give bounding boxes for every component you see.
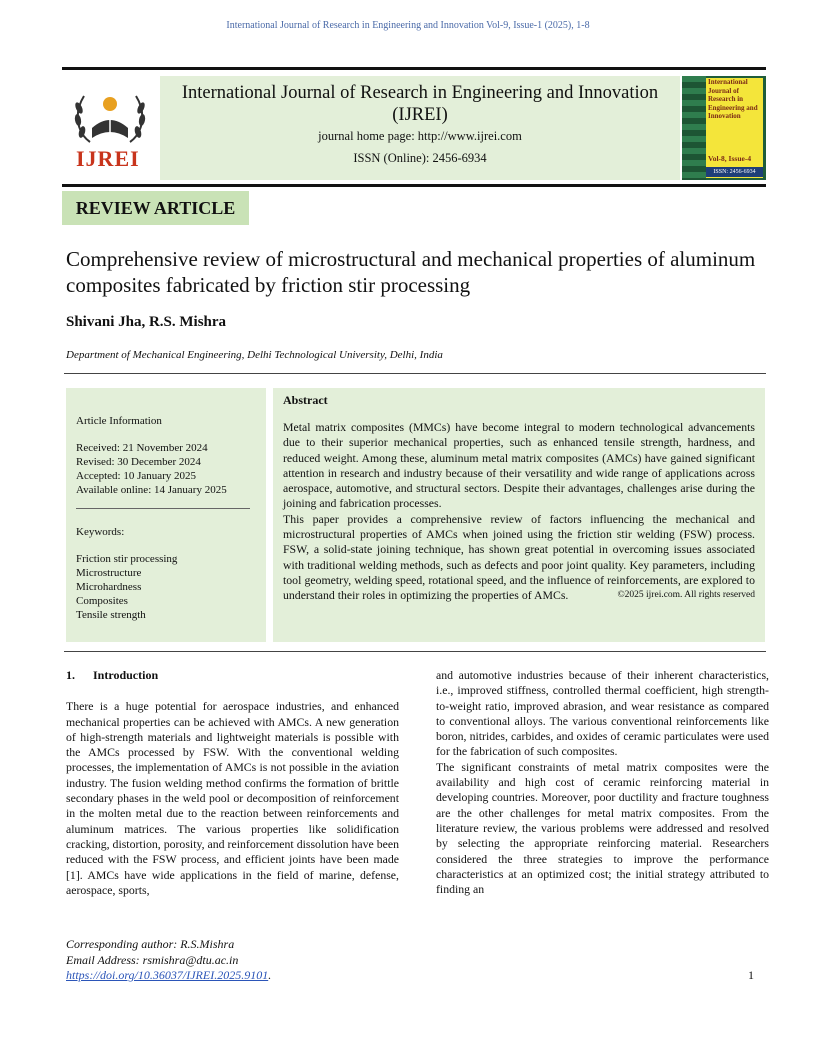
cover-title: International Journal of Research in Engineering and Innovation bbox=[708, 78, 758, 120]
article-info-heading: Article Information bbox=[76, 415, 162, 427]
abstract-text bbox=[283, 420, 755, 604]
journal-homepage[interactable]: journal home page: http://www.ijrei.com bbox=[318, 129, 522, 143]
section-heading: 1. Introduction bbox=[66, 668, 159, 682]
journal-abbrev: (IJREI) bbox=[392, 105, 448, 125]
cover-volume: Vol-8, Issue-4 bbox=[708, 154, 752, 163]
accepted-date: Accepted: 10 January 2025 bbox=[76, 470, 197, 482]
running-head: International Journal of Research in Engineering and Innovation Vol-9, Issue-1 (2025), 1-8 bbox=[226, 20, 590, 31]
info-divider bbox=[76, 508, 250, 509]
abstract-heading: Abstract bbox=[283, 393, 328, 407]
keyword-item: Tensile strength bbox=[76, 609, 146, 621]
corresponding-author-footer: Corresponding author: R.S.Mishra Email Address: rsmishra@dtu.ac.in https://doi.org/10.36037/IJREI.2025.9101. bbox=[66, 937, 272, 982]
cover-issn: ISSN: 2456-6934 bbox=[706, 167, 763, 177]
revised-date: Revised: 30 December 2024 bbox=[76, 456, 201, 468]
keyword-item: Microhardness bbox=[76, 581, 142, 593]
abstract-paragraph: Metal matrix composites (MMCs) have become integral to modern technological advancements due to their superior mechanical properties, such as enhanced tensile strength, hardness, and reduced weight. Among these, aluminum metal matrix composites (AMCs) have gained significant attention in research and industry because of their versatility and wide range of applications across aerospace, automotive, and structural sectors. Despite their advantages, challenges arise during the joining and fabrication processes. bbox=[283, 420, 755, 511]
divider bbox=[64, 373, 766, 374]
keyword-item: Composites bbox=[76, 595, 128, 607]
received-date: Received: 21 November 2024 bbox=[76, 442, 208, 454]
journal-issn: ISSN (Online): 2456-6934 bbox=[353, 151, 487, 165]
article-info-box bbox=[66, 388, 266, 642]
journal-info-box bbox=[160, 76, 680, 180]
body-paragraph: There is a huge potential for aerospace industries, and enhanced mechanical properties can be achieved with AMCs. A new generation of high-strength materials and lightweight materials is possible with the AMCs processed by FSW. With the conventional welding processes, the implementation of AMCs is not possible in the aviation industry. The fusion welding method confirms the formation of brittle secondary phases in the weld pool or decomposition of reinforcement in the molten metal due to the reaction between reinforcements and aluminum matrices. The various properties like solidification cracking, distortion, porosity, and reinforcement dissolution have been reduced with the FSW process, and efficient joints have been made [1]. AMCs have wide applications in the field of marine, defense, aerospace, sports, bbox=[66, 699, 399, 897]
body-paragraph: The significant constraints of metal matrix composites were the availability and high cost of ceramic reinforcing material in developing countries. Moreover, poor ductility and fracture toughness are the other challenges for metal matrix composites. From the literature review, the various problems were addressed and resolved by selecting the appropriate reinforcing material. Researchers considered the three strategies to improve the performance characteristics at an optimized cost; the initial strategy attributed to finding an bbox=[436, 759, 769, 897]
abstract-paragraph: This paper provides a comprehensive review of factors influencing the mechanical and microstructural properties of AMCs when joined using the friction stir welding (FSW) process. FSW, a solid-state joining technique, has shown great potential in overcoming issues associated with traditional welding methods, such as defects and poor joint quality. Key parameters, including tool geometry, welding speed, rotational speed, and the influence of reinforcements, are explored to understand their roles in optimizing the properties of AMCs. ©2025 ijrei.com. All rights reserved bbox=[283, 511, 755, 603]
abstract-box bbox=[273, 388, 765, 642]
right-column bbox=[436, 668, 769, 897]
keywords-heading: Keywords: bbox=[76, 526, 125, 538]
journal-title: International Journal of Research in Engineering and Innovation bbox=[181, 83, 659, 103]
article-title: Comprehensive review of microstructural and mechanical properties of aluminum composites fabricated by friction stir processing bbox=[66, 247, 756, 297]
keyword-item: Friction stir processing bbox=[76, 553, 178, 565]
doi-link[interactable]: https://doi.org/10.36037/IJREI.2025.9101 bbox=[66, 968, 269, 982]
divider bbox=[64, 651, 766, 652]
logo-text: IJREI bbox=[76, 146, 140, 171]
journal-cover-image bbox=[682, 76, 766, 180]
article-type-badge: REVIEW ARTICLE bbox=[62, 191, 249, 225]
header-top-rule bbox=[62, 67, 766, 70]
article-authors: Shivani Jha, R.S. Mishra bbox=[66, 314, 227, 330]
keyword-item: Microstructure bbox=[76, 567, 142, 579]
online-date: Available online: 14 January 2025 bbox=[76, 484, 227, 496]
journal-header bbox=[62, 76, 766, 180]
journal-logo bbox=[62, 76, 158, 180]
page-number: 1 bbox=[748, 968, 754, 982]
cover-pattern bbox=[682, 76, 706, 180]
left-column bbox=[66, 668, 399, 898]
copyright-notice: ©2025 ijrei.com. All rights reserved bbox=[617, 590, 755, 601]
author-affiliation: Department of Mechanical Engineering, Delhi Technological University, Delhi, India bbox=[66, 349, 443, 361]
header-bottom-rule bbox=[62, 184, 766, 187]
corresponding-author: Corresponding author: R.S.Mishra bbox=[66, 937, 235, 951]
body-paragraph: and automotive industries because of their inherent characteristics, i.e., improved stiffness, controlled thermal coefficient, high strength-to-weight ratio, improved abrasion, and wear resistance as compared to conventional alloys. The various conventional reinforcements like boron, nitrides, carbides, and oxides of ceramic particulates were used for the fabrication of such composites. bbox=[436, 668, 769, 759]
author-email: Email Address: rsmishra@dtu.ac.in bbox=[66, 952, 239, 967]
